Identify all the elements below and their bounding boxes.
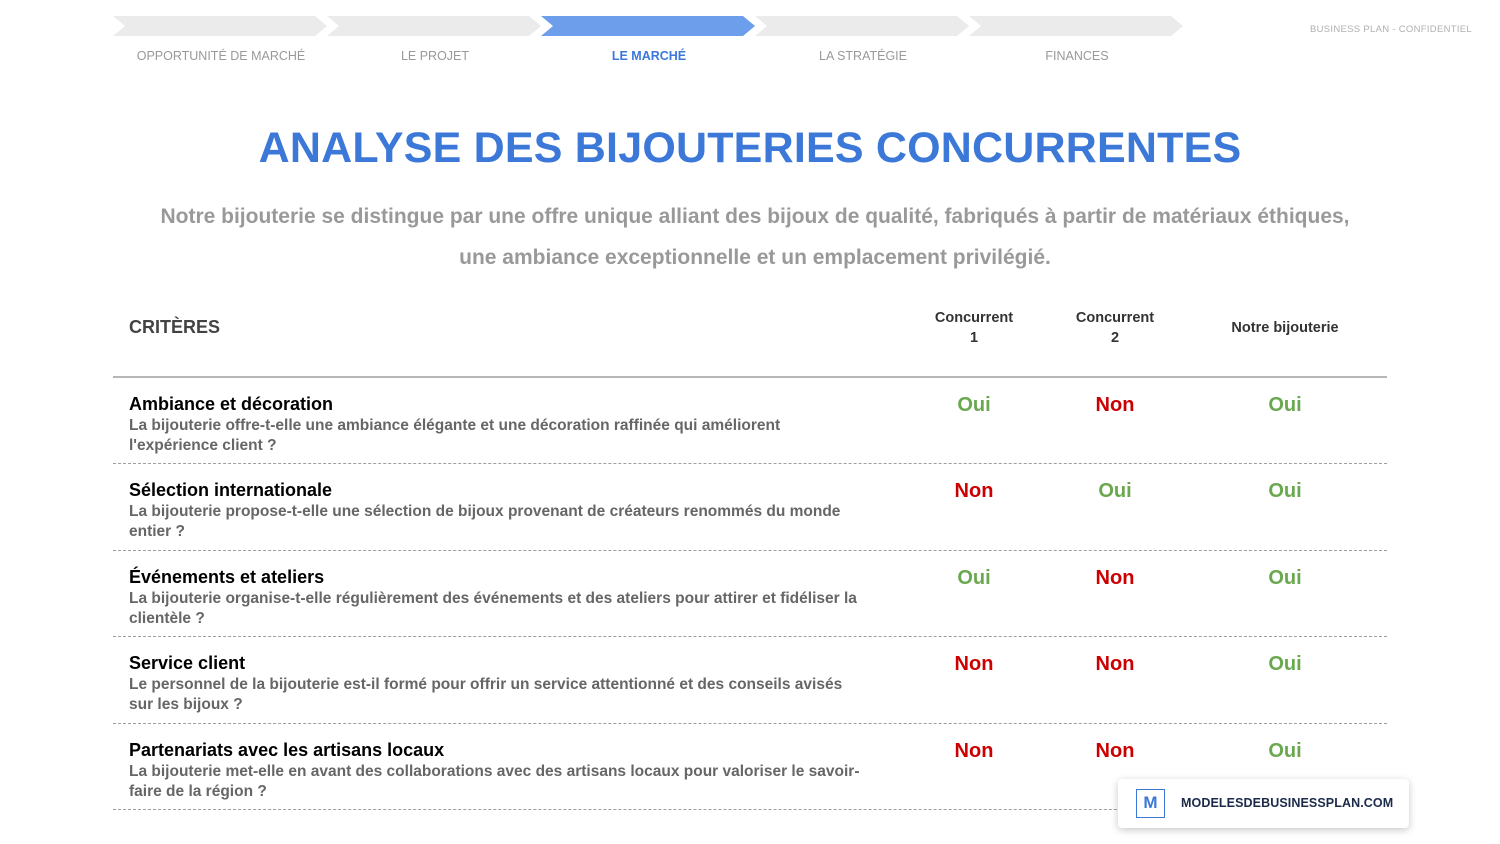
value-competitor-2: Non — [1095, 739, 1135, 762]
step-label: LE MARCHÉ — [611, 49, 687, 63]
criterion-title: Service client — [129, 653, 246, 674]
page-subtitle: Notre bijouterie se distingue par une offre unique alliant des bijoux de qualité, fabriqués à partir de matériaux éthiques, une ambiance exceptionnelle et un emplacement privilégié. — [160, 205, 1350, 269]
step-marche[interactable] — [541, 16, 757, 63]
brand-logo-icon: M — [1136, 789, 1165, 818]
table-header — [113, 296, 1387, 378]
criterion-description: Le personnel de la bijouterie est-il formé pour offrir un service attentionné et des conseils avisés sur les bijoux ? — [129, 676, 843, 714]
criterion-title: Événements et ateliers — [129, 566, 325, 587]
value-competitor-1: Non — [954, 653, 994, 676]
value-competitor-1: Oui — [957, 394, 991, 416]
step-label: LA STRATÉGIE — [819, 49, 907, 63]
value-competitor-2: Non — [1095, 394, 1135, 416]
table-row — [113, 551, 1387, 637]
value-our-store: Oui — [1268, 480, 1302, 503]
value-competitor-1: Non — [954, 480, 994, 503]
comparison-table — [113, 296, 1387, 810]
value-our-store: Oui — [1268, 739, 1302, 762]
page-title: ANALYSE DES BIJOUTERIES CONCURRENTES — [258, 124, 1242, 172]
header-criteria: CRITÈRES — [129, 317, 221, 337]
value-our-store: Oui — [1268, 653, 1302, 676]
step-label: LE PROJET — [400, 49, 470, 63]
header-competitor-2 — [1055, 308, 1175, 348]
header-our-store: Notre bijouterie — [1231, 320, 1339, 336]
value-our-store: Oui — [1268, 566, 1302, 589]
step-strategie[interactable] — [755, 16, 971, 63]
header-competitor-2-line2: 2 — [1110, 330, 1120, 346]
table-row — [113, 464, 1387, 550]
value-competitor-1: Oui — [957, 566, 991, 589]
step-arrow — [969, 16, 1185, 36]
criterion-title: Partenariats avec les artisans locaux — [129, 739, 445, 760]
brand-text: MODELESDEBUSINESSPLAN.COM — [1181, 796, 1394, 810]
header-competitor-1-line2: 1 — [969, 330, 979, 346]
step-projet[interactable] — [327, 16, 543, 63]
step-arrow — [327, 16, 543, 36]
value-competitor-2: Non — [1095, 566, 1135, 589]
brand-badge[interactable] — [1118, 779, 1409, 828]
table-row — [113, 378, 1387, 464]
step-arrow — [755, 16, 971, 36]
step-finances[interactable] — [969, 16, 1185, 63]
confidential-label: BUSINESS PLAN - CONFIDENTIEL — [1309, 24, 1472, 35]
header-competitor-1-line1: Concurrent — [934, 310, 1014, 326]
criterion-description: La bijouterie met-elle en avant des collaborations avec des artisans locaux pour valoriser le savoir-faire de la région ? — [129, 762, 860, 800]
step-opportunite[interactable] — [113, 16, 329, 63]
step-label: OPPORTUNITÉ DE MARCHÉ — [136, 49, 306, 63]
criterion-description: La bijouterie offre-t-elle une ambiance élégante et une décoration raffinée qui améliorent l'expérience client ? — [129, 417, 781, 454]
criterion-title: Ambiance et décoration — [129, 394, 334, 414]
header-competitor-2-line1: Concurrent — [1075, 310, 1155, 326]
criterion-title: Sélection internationale — [129, 480, 333, 501]
step-arrow — [113, 16, 329, 36]
header-competitor-1 — [914, 308, 1034, 348]
progress-steps — [113, 16, 1193, 66]
value-competitor-1: Non — [954, 739, 994, 762]
table-row — [113, 637, 1387, 723]
value-competitor-2: Oui — [1098, 480, 1132, 503]
step-label: FINANCES — [1045, 49, 1109, 63]
value-our-store: Oui — [1268, 394, 1302, 416]
criterion-description: La bijouterie organise-t-elle régulièrement des événements et des ateliers pour attirer et fidéliser la clientèle ? — [129, 589, 857, 627]
criterion-description: La bijouterie propose-t-elle une sélection de bijoux provenant de créateurs renommés du monde entier ? — [129, 503, 841, 541]
step-arrow-active — [541, 16, 757, 36]
value-competitor-2: Non — [1095, 653, 1135, 676]
